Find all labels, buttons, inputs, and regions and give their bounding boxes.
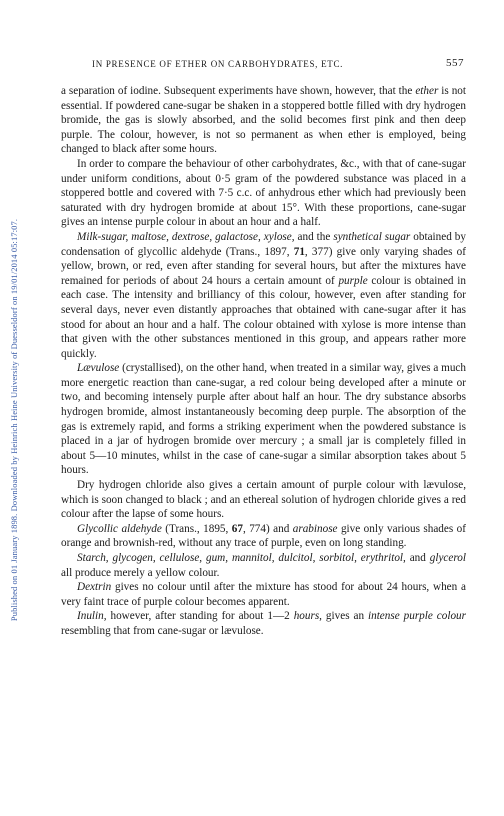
paragraph-1: a separation of iodine. Subsequent experiments have shown, however, that the ether is not essential. If powdered cane-sugar be shaken in a stoppered bottle filled with dry hydrogen bromide, the gas is slowly absorbed, and the solid becomes first pink and then deep purple. The colour, however, is not so permanent as when ether is employed, being changed to black after some hours. (61, 85, 466, 156)
paragraph-8: Dextrin gives no colour until after the mixture has stood for about 24 hours, when a very faint trace of purple colour becomes apparent. (61, 581, 466, 608)
watermark-text: Published on 01 January 1898. Downloaded by Heinrich Heine University of Duesseldorf on 19/01/2014 05:17:07. (9, 218, 19, 622)
download-watermark (2, 40, 26, 800)
paragraph-2: In order to compare the behaviour of other carbohydrates, &c., with that of cane-sugar under uniform conditions, about 0·5 gram of the powdered substance was placed in a stoppered bottle and covered with 7·5 c.c. of anhydrous ether which had previously been saturated with dry hydrogen bromide at about 15°. With these proportions, cane-sugar gives an intense purple colour in about an hour and a half. (61, 157, 466, 229)
header-title: IN PRESENCE OF ETHER ON CARBOHYDRATES, ETC. (92, 59, 344, 69)
paragraph-5: Dry hydrogen chloride also gives a certain amount of purple colour with lævulose, which is soon changed to black ; and an ethereal solution of hydrogen chloride gives a red colour after the lapse of some hours. (61, 479, 466, 521)
paragraph-7: Starch, glycogen, cellulose, gum, mannitol, dulcitol, sorbitol, erythritol, and glycerol all produce merely a yellow colour. (61, 552, 467, 579)
paragraph-3: Milk-sugar, maltose, dextrose, galactose, xylose, and the synthetical sugar obtained by condensation of glycollic aldehyde (Trans., 1897, 71, 377) give only varying shades of yellow, brown, or red, even after standing for several hours, but after the mixtures have remained for periods of about 24 hours a certain amount of purple colour is obtained in each case. The intensity and brilliancy of this colour, however, even after standing for several days, never even distantly approaches that obtained with cane-sugar after it has stood for about an hour and a half. The colour obtained with xylose is more intense than that given with the other substances mentioned in this group, and appears rather more quickly. (61, 230, 466, 360)
running-header (92, 59, 464, 75)
paragraph-6: Glycollic aldehyde (Trans., 1895, 67, 774) and arabinose give only various shades of orange and brownish-red, without any trace of purple, even on long standing. (61, 522, 466, 550)
paragraph-4: Lævulose (crystallised), on the other hand, when treated in a similar way, gives a much more energetic reaction than cane-sugar, a red colour being developed after a minute or two, and becoming intensely purple after about half an hour. The dry substance absorbs hydrogen bromide, almost instantaneously becoming deep purple. The absorption of the gas is extremely rapid, and forms a striking experiment when the powdered substance is placed in a jar of hydrogen bromide over mercury ; a small jar is completely filled in about 5—10 minutes, whilst in the case of cane-sugar a similar absorption takes about 5 hours. (61, 362, 466, 477)
article-body (61, 84, 466, 639)
paragraph-9: Inulin, however, after standing for about 1—2 hours, gives an intense purple colour resembling that from cane-sugar or lævulose. (61, 610, 466, 637)
page-number: 557 (446, 57, 464, 69)
